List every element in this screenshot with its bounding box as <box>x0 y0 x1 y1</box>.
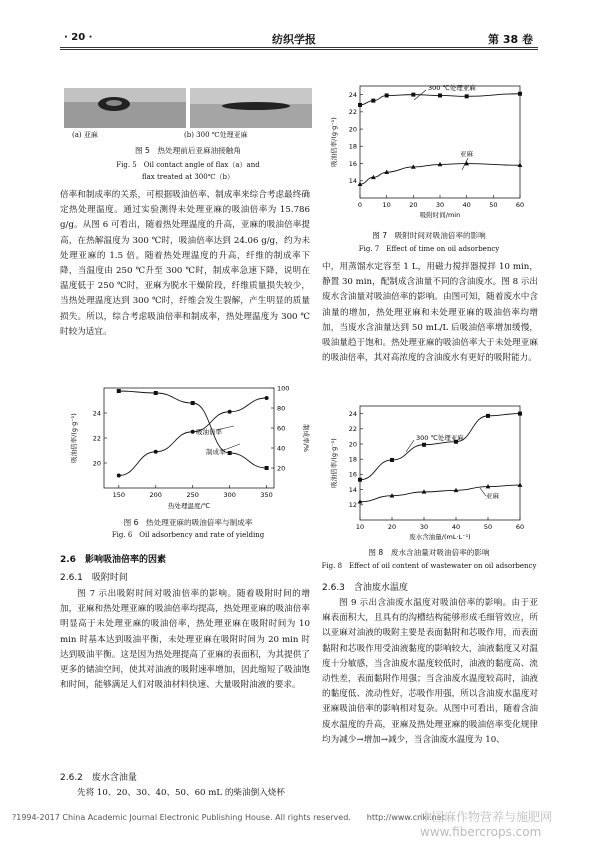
y-tick-label: 14 <box>348 177 357 186</box>
fig5-sub-b: (b) 300 ℃处理亚麻 <box>184 131 248 139</box>
paragraph: 先将 10、20、30、40、50、60 mL 的柴油倒入烧杯 <box>77 788 285 798</box>
y-right-tick-label: 80 <box>277 404 286 413</box>
x-tick-label: 50 <box>483 523 493 531</box>
y-tick-label: 20 <box>348 440 357 449</box>
x-tick-label: 40 <box>462 201 471 209</box>
y-tick-label: 24 <box>348 409 357 418</box>
y-left-tick-label: 20 <box>92 459 101 468</box>
y-axis-label: 吸油倍率/(g·g⁻¹) <box>330 438 338 488</box>
fig6-caption-cn: 图 6 热处理亚麻的吸油倍率与制成率 <box>123 518 253 527</box>
x-tick-label: 50 <box>489 201 498 209</box>
figure-7 <box>328 78 528 230</box>
fig7-caption-en: Fig. 7 Effect of time on oil adsorbency <box>358 245 500 253</box>
data-point-square <box>265 466 269 470</box>
paragraph: 图 9 示出含油废水温度对吸油倍率的影响。由于亚麻表面积大，且具有的沟槽结构能够形成毛细管效应，所以亚麻对油液的吸附主要是表面黏附和芯吸作用，而表面黏附和芯吸作用受油液黏度的影响较大，油液黏度又对温度十分敏感，当含油废水温度较低时，油液的黏度高、流动性差，表面黏附作用强；当含油废水温度较高时，油液的黏度低、流动性好，芯吸作用强，所以含油废水温度对亚麻吸油倍率的影响相对复杂。从图中可看出，随着含油废水温度的升高，亚麻及热处理亚麻的吸油倍率变化规律均为减少→增加→减少，当含油废水温度为 10、 <box>322 598 538 745</box>
x-tick-label: 10 <box>355 523 365 531</box>
y-tick-label: 14 <box>348 485 357 494</box>
paragraph: 图 7 示出吸附时间对吸油倍率的影响。随着吸附时间的增加，亚麻和热处理亚麻的吸油倍率均提高，热处理亚麻的吸油倍率明显高于未处理亚麻的吸油倍率，热处理亚麻在吸附时间为 10 min 时基本达到吸油平衡，未处理亚麻在吸附时间为 20 min 时达到吸油平衡。这是因为热处理提高了亚麻的表面积，为其提供了更多的储油空间，使其对油液的吸附速率增加，因此缩短了吸油饱和时间，能够满足人们对吸油材料快速、大量吸附油液的要求。 <box>60 589 310 691</box>
data-point-square <box>411 93 415 97</box>
left-column-text-2 <box>60 587 310 693</box>
x-tick-label: 350 <box>260 491 273 499</box>
series-line <box>119 398 267 476</box>
x-tick-label: 30 <box>435 201 445 209</box>
data-point-square <box>390 458 394 462</box>
series-label-leader <box>224 444 240 450</box>
y-tick-label: 18 <box>348 142 357 151</box>
x-tick-label: 20 <box>387 523 397 531</box>
data-point-square <box>438 93 442 97</box>
data-point-square <box>228 451 232 455</box>
y-right-tick-label: 60 <box>277 424 286 433</box>
section-2-6-3-heading: 2.6.3 含油废水温度 <box>322 583 408 593</box>
data-point-square <box>422 443 426 447</box>
y-right-axis-label: 制成率/% <box>302 424 310 452</box>
fig5-caption-en-2: flax treated at 300℃（b） <box>141 173 235 181</box>
data-point-square <box>465 94 469 98</box>
data-point-square <box>358 478 362 482</box>
photo-a-droplet-highlight <box>106 100 122 106</box>
data-point-circle <box>117 474 121 478</box>
data-point-square <box>358 103 362 107</box>
y-tick-label: 20 <box>348 125 357 134</box>
data-point-square <box>117 389 121 393</box>
data-point-square <box>486 414 490 418</box>
y-tick-label: 16 <box>348 159 357 168</box>
copyright-footer: ?1994-2017 China Academic Journal Electronic Publishing House. All rights reserved. http://www.cnki.net <box>12 813 445 822</box>
x-tick-label: 30 <box>419 523 429 531</box>
watermark-text: 中国麻作物营养与施肥网 www.fibercrops.com <box>420 810 565 839</box>
series-label: 吸油倍率 <box>196 428 222 436</box>
figure-8-chart <box>328 400 528 548</box>
y-axis-label: 吸油倍率/(g·g⁻¹) <box>330 117 338 167</box>
right-column-text-1 <box>322 260 538 366</box>
section-2-6-heading: 2.6 影响吸油倍率的因素 <box>60 555 166 565</box>
plot-frame <box>360 406 520 520</box>
section-2-6-2-heading: 2.6.2 废水含油量 <box>60 773 137 783</box>
volume-label: 第 38 卷 <box>488 33 533 46</box>
y-right-tick-label: 40 <box>277 444 286 453</box>
section-2-6-1-heading: 2.6.1 吸附时间 <box>60 573 128 583</box>
y-left-tick-label: 22 <box>92 434 101 443</box>
x-tick-label: 150 <box>112 491 125 499</box>
y-right-tick-label: 20 <box>277 464 286 473</box>
figure-6-chart <box>66 382 312 512</box>
data-point-square <box>371 99 375 103</box>
y-tick-label: 24 <box>348 90 357 99</box>
data-point-circle <box>154 450 158 454</box>
x-axis-label: 热处理温度/℃ <box>168 502 210 510</box>
paragraph: 中，用蒸馏水定容至 1 L，用磁力搅拌器搅拌 10 min，静置 30 min，配制成含油量不同的含油废水。图 8 示出废水含油量对吸油倍率的影响。由图可知，随着废水中含油量的增加，热处理亚麻和未处理亚麻的吸油倍率均增加，当废水含油量达到 50 mL/L 后吸油倍率增加缓慢，吸油量趋于饱和。热处理亚麻的吸油倍率大于未处理亚麻的吸油倍率，其对高浓度的含油废水有更好的吸附能力。 <box>322 262 538 364</box>
fig8-caption-en: Fig. 8 Effect of oil content of wastewater on oil adsorbency <box>321 562 537 570</box>
y-tick-label: 12 <box>348 501 357 510</box>
y-left-axis-label: 吸油倍率/(g·g⁻¹) <box>70 413 78 463</box>
x-axis-label: 吸附时间/min <box>419 211 461 219</box>
x-tick-label: 300 <box>223 491 236 499</box>
data-point-square <box>385 93 389 97</box>
left-column-text-3 <box>60 786 310 801</box>
y-tick-label: 18 <box>348 455 357 464</box>
x-tick-label: 40 <box>451 523 461 531</box>
x-tick-label: 0 <box>357 201 363 209</box>
photo-b-top <box>190 88 312 104</box>
series-label: 300 ℃处理亚麻 <box>416 434 464 442</box>
fig7-caption-cn: 图 7 吸附时间对吸油倍率的影响 <box>372 231 486 240</box>
y-right-tick-label: 100 <box>277 384 290 393</box>
data-point-circle <box>265 396 269 400</box>
series-line <box>360 164 520 185</box>
fig5-caption-cn: 图 5 热处理前后亚麻油接触角 <box>135 146 241 155</box>
fig6-caption-en: Fig. 6 Oil adsorbency and rate of yielding <box>111 531 265 539</box>
data-point-square <box>518 92 522 96</box>
y-tick-label: 22 <box>348 108 357 117</box>
plot-frame <box>360 86 520 198</box>
fig8-caption-cn: 图 8 废水含油量对吸油倍率的影响 <box>368 548 490 557</box>
figure-7-chart <box>328 78 528 226</box>
y-tick-label: 22 <box>348 425 357 434</box>
y-tick-label: 16 <box>348 470 357 479</box>
x-tick-label: 60 <box>515 523 525 531</box>
paragraph: 倍率和制成率的关系，可根据吸油倍率、制成率来综合考虑最终确定热处理温度。通过实验测得未处理亚麻的吸油倍率为 15.786 g/g。从图 6 可看出，随着热处理温度的升高，亚麻的吸油倍率提高，在热解温度为 300 ℃时，吸油倍率达到 24.06 g/g，约为未处理亚麻的 1.5 倍。随着热处理温度的升高，纤维的制成率下降，当温度由 250 ℃升至 300 ℃时，制成率急速下降，说明在温度低于 250 ℃时，亚麻为脱水干燥阶段，纤维质量损失较少，当热处理温度达到 300 ℃时，纤维会发生裂解，产生明显的质量损失。所以，综合考虑吸油倍率和制成率，热处理温度为 300 ℃时较为适宜。 <box>60 190 310 337</box>
series-line <box>360 414 520 480</box>
photo-b-droplet <box>222 102 290 110</box>
data-point-square <box>154 391 158 395</box>
x-axis-label: 废水含油量/(mL·L⁻¹) <box>409 533 471 541</box>
data-point-square <box>191 401 195 405</box>
page-number: · 20 · <box>64 32 93 43</box>
y-left-tick-label: 24 <box>92 409 101 418</box>
series-label: 亚麻 <box>460 150 473 158</box>
data-point-square <box>518 412 522 416</box>
figure-6 <box>66 382 312 516</box>
x-tick-label: 200 <box>149 491 162 499</box>
x-tick-label: 10 <box>382 201 391 209</box>
left-column-text-1 <box>60 188 310 340</box>
header-rule <box>60 47 538 48</box>
header-rule-thin <box>60 49 538 50</box>
data-point-circle <box>191 430 195 434</box>
series-label: 亚麻 <box>486 492 499 500</box>
right-column-text-2 <box>322 596 538 748</box>
x-tick-label: 250 <box>186 491 199 499</box>
figure-8 <box>328 400 528 552</box>
series-label: 300 ℃处理亚麻 <box>428 84 476 92</box>
x-tick-label: 60 <box>515 201 525 209</box>
series-label: 制成率 <box>206 448 226 456</box>
journal-name: 纺织学报 <box>272 33 316 46</box>
data-point-circle <box>228 410 232 414</box>
x-tick-label: 20 <box>409 201 418 209</box>
fig5-caption-en-1: Fig. 5 Oil contact angle of flax（a）and <box>116 161 260 169</box>
fig5-sub-a: (a) 亚麻 <box>72 131 98 139</box>
